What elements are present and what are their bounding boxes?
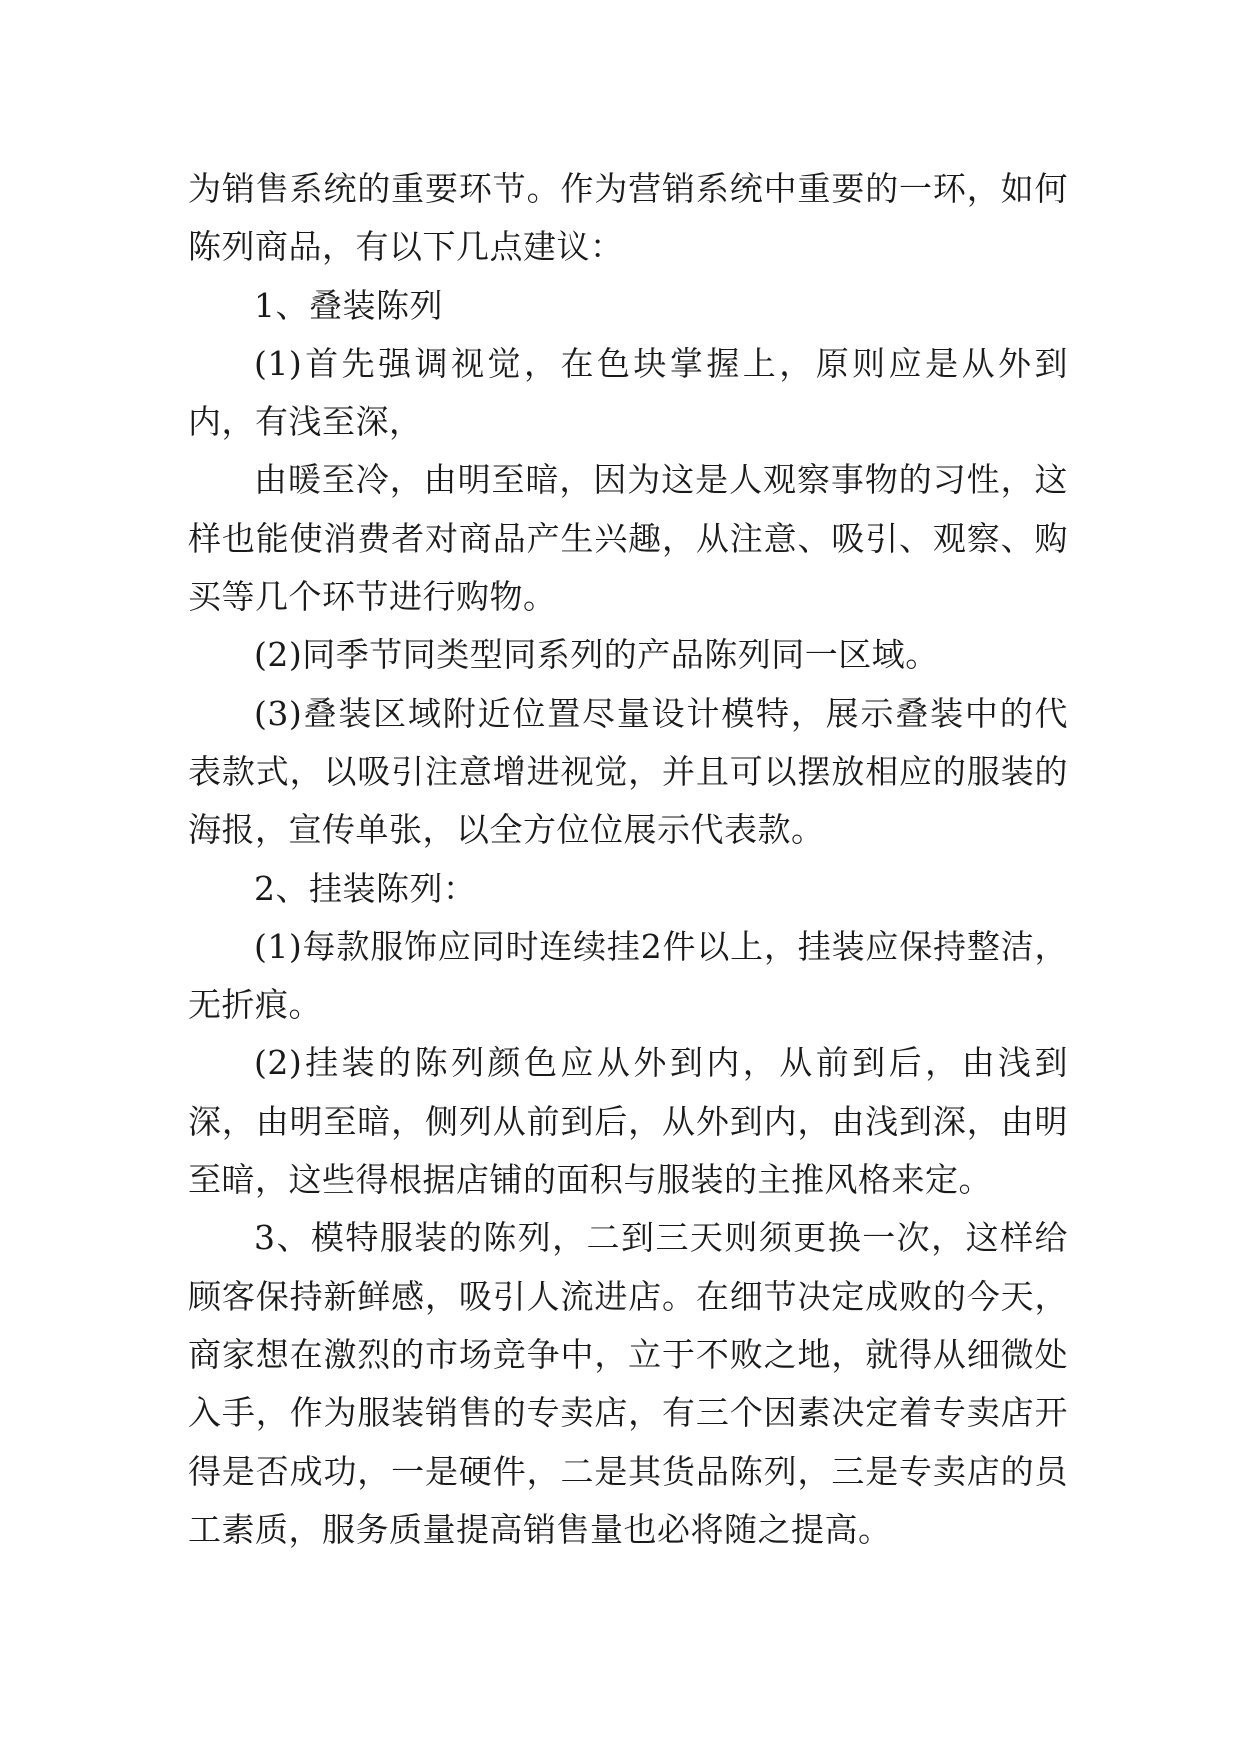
paragraph-hanging-1: (1)每款服饰应同时连续挂2件以上，挂装应保持整洁，无折痕。 xyxy=(188,926,1068,1025)
paragraph-model-display: 3、模特服装的陈列，二到三天则须更换一次，这样给顾客保持新鲜感，吸引人流进店。在细节决定成败的今天，商家想在激烈的市场竞争中，立于不败之地，就得从细微处入手，作为服装销售的专卖店，有三个因素决定着专卖店开得是否成功，一是硬件，二是其货品陈列，三是专卖店的员工素质，服务质量提高销售量也必将随之提高。 xyxy=(188,1218,1068,1549)
heading-hanging-display: 2、挂装陈列： xyxy=(254,868,477,908)
paragraph-stacked-3: (3)叠装区域附近位置尽量设计模特，展示叠装中的代表款式，以吸引注意增进视觉，并且可以摆放相应的服装的海报，宣传单张，以全方位位展示代表款。 xyxy=(188,693,1068,850)
paragraph-intro: 为销售系统的重要环节。作为营销系统中重要的一环，如何陈列商品，有以下几点建议： xyxy=(188,169,1068,267)
paragraph-stacked-2: (2)同季节同类型同系列的产品陈列同一区域。 xyxy=(254,635,939,675)
paragraph-stacked-1: (1)首先强调视觉，在色块掌握上，原则应是从外到内，有浅至深， xyxy=(188,343,1068,442)
document-body xyxy=(188,160,1068,1559)
heading-stacked-display: 1、叠装陈列 xyxy=(254,285,443,325)
paragraph-hanging-2: (2)挂装的陈列颜色应从外到内，从前到后，由浅到深，由明至暗，侧列从前到后，从外到内，由浅到深，由明至暗，这些得根据店铺的面积与服装的主推风格来定。 xyxy=(188,1043,1068,1200)
paragraph-stacked-1-cont: 由暖至冷，由明至暗，因为这是人观察事物的习性，这样也能使消费者对商品产生兴趣，从注意、吸引、观察、购买等几个环节进行购物。 xyxy=(188,460,1068,617)
